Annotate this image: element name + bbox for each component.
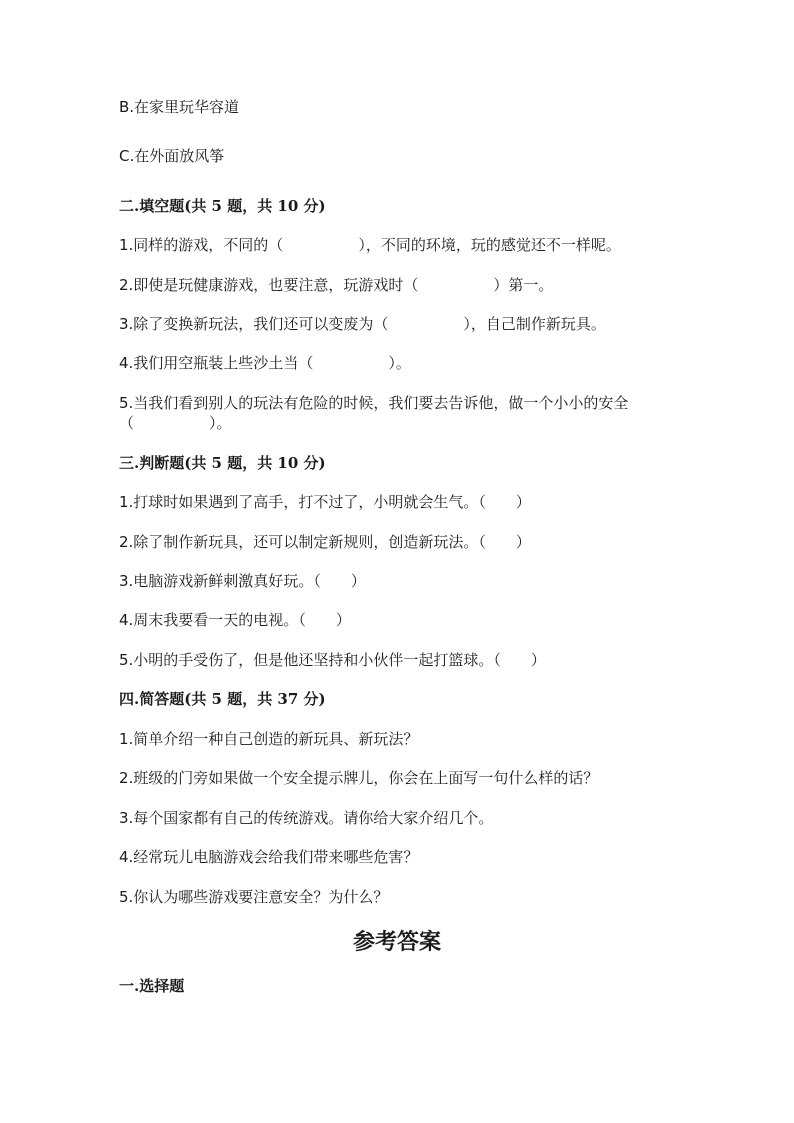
short-answer-heading: 四.简答题(共 5 题，共 37 分) [119,690,326,708]
short-answer-q3: 3.每个国家都有自己的传统游戏。请你给大家介绍几个。 [119,809,494,827]
short-answer-q2: 2.班级的门旁如果做一个安全提示牌儿，你会在上面写一句什么样的话？ [119,769,599,787]
true-false-heading: 三.判断题(共 5 题，共 10 分) [119,454,326,472]
short-answer-q4: 4.经常玩儿电脑游戏会给我们带来哪些危害？ [119,848,419,866]
answers-choice-heading: 一.选择题 [119,977,185,995]
true-false-q1: 1.打球时如果遇到了高手，打不过了，小明就会生气。（ ） [119,493,531,511]
choice-option-b: B.在家里玩华容道 [119,98,240,116]
true-false-q3: 3.电脑游戏新鲜刺激真好玩。（ ） [119,572,366,590]
true-false-q5: 5.小明的手受伤了，但是他还坚持和小伙伴一起打篮球。（ ） [119,651,546,669]
short-answer-q5: 5.你认为哪些游戏要注意安全？为什么？ [119,888,389,906]
true-false-q4: 4.周末我要看一天的电视。（ ） [119,611,351,629]
choice-option-c: C.在外面放风筝 [119,147,225,165]
short-answer-q1: 1.简单介绍一种自己创造的新玩具、新玩法？ [119,730,419,748]
fill-blank-q1: 1.同样的游戏，不同的（ ），不同的环境，玩的感觉还不一样呢。 [119,236,621,254]
fill-blank-q3: 3.除了变换新玩法，我们还可以变废为（ ），自己制作新玩具。 [119,315,606,333]
fill-blank-q4: 4.我们用空瓶装上些沙土当（ ）。 [119,354,411,372]
fill-blank-q5-line2: （ ）。 [119,414,232,432]
fill-blank-heading: 二.填空题(共 5 题，共 10 分) [119,197,326,215]
fill-blank-q2: 2.即使是玩健康游戏，也要注意，玩游戏时（ ）第一。 [119,276,554,294]
fill-blank-q5-line1: 5.当我们看到别人的玩法有危险的时候，我们要去告诉他，做一个小小的安全 [119,394,629,412]
true-false-q2: 2.除了制作新玩具，还可以制定新规则，创造新玩法。（ ） [119,533,531,551]
answers-title: 参考答案 [352,929,441,955]
